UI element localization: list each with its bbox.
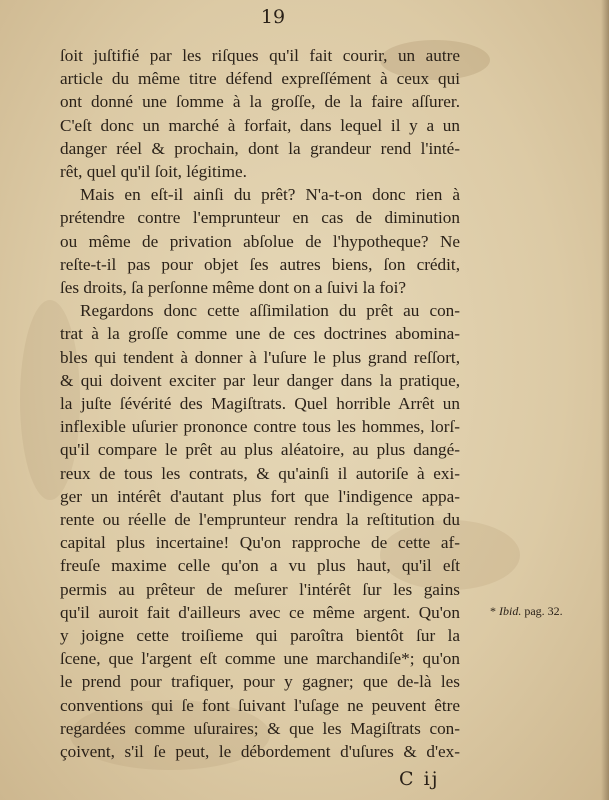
text-line: reſte-t-il pas pour objet ſes autres biens, ſon crédit, <box>60 254 460 274</box>
text-line: qu'il auroit fait d'ailleurs avec ce même argent. Qu'on <box>60 602 460 622</box>
text-line: y joigne cette troiſieme qui paroîtra bientôt ſur la <box>60 626 460 646</box>
text-line: rêt, quel qu'il ſoit, légitime. <box>60 162 247 182</box>
text-line: regardées comme uſuraires; & que les Magiſtrats con- <box>60 718 460 738</box>
text-line: Mais en eſt-il ainſi du prêt? N'a-t-on donc rien à <box>80 185 460 205</box>
signature-mark: C ij <box>399 768 440 790</box>
text-line: rente ou réelle de l'emprunteur rendra la reſtitution du <box>60 510 460 530</box>
text-line: ger un intérêt d'autant plus fort que l'indigence appa- <box>60 486 460 506</box>
text-line: & qui doivent exciter par leur danger dans la pratique, <box>60 370 460 390</box>
text-line: Regardons donc cette aſſimilation du prêt au con- <box>80 301 460 321</box>
text-line: çoivent, s'il ſe peut, le débordement d'uſures & d'ex- <box>60 742 460 762</box>
text-line: article du même titre défend expreſſément à ceux qui <box>60 69 460 89</box>
footnote-marker: * <box>490 604 496 618</box>
text-line: ont donné une ſomme à la groſſe, de la faire aſſurer. <box>60 92 460 112</box>
text-line: permis au prêteur de meſurer l'intérêt ſur les gains <box>60 579 460 599</box>
text-line: ſes droits, ſa perſonne même dont on a ſuivi la foi? <box>60 278 407 298</box>
paragraph <box>60 183 460 299</box>
text-line: conventions qui ſe font ſuivant l'uſage ne peuvent être <box>60 695 460 715</box>
text-line: ſoit juſtifié par les riſques qu'il fait courir, un autre <box>60 46 460 65</box>
text-line: la juſte ſévérité des Magiſtrats. Quel horrible Arrêt un <box>60 394 460 414</box>
text-line: ou même de privation abſolue de l'hypotheque? Ne <box>60 231 460 251</box>
text-line: prétendre contre l'emprunteur en cas de diminution <box>60 208 460 228</box>
text-line: qu'il compare le prêt au plus aléatoire, au plus dangé- <box>60 440 460 460</box>
text-line: trat à la groſſe comme une de ces doctrines abomina- <box>60 324 460 344</box>
text-line: freuſe maxime celle qu'on a vu plus haut, qu'il eſt <box>60 556 460 576</box>
body-text <box>60 44 460 763</box>
paragraph <box>60 44 460 183</box>
paragraph <box>60 299 460 763</box>
page-number: 19 <box>260 6 286 28</box>
text-line: le prend pour trafiquer, pour y gagner; que de-là les <box>60 672 460 692</box>
text-line: C'eſt donc un marché à forfait, dans lequel il y a un <box>60 115 460 135</box>
text-line: ſcene, que l'argent eſt comme une marchandiſe*; qu'on <box>60 649 460 669</box>
page-edge-shadow <box>601 0 609 800</box>
text-line: bles qui tendent à donner à l'uſure le plus grand reſſort, <box>60 347 460 367</box>
margin-footnote <box>490 604 563 619</box>
footnote-source: Ibid. <box>499 604 522 618</box>
footnote-ref: pag. 32. <box>524 604 563 618</box>
text-line: danger réel & prochain, dont la grandeur rend l'inté- <box>60 138 460 158</box>
text-line: inflexible uſurier prononce contre tous les hommes, lorſ- <box>60 417 460 437</box>
text-line: capital plus incertaine! Qu'on rapproche de cette af- <box>60 533 460 553</box>
text-line: reux de tous les contrats, & qu'ainſi il autoriſe à exi- <box>60 463 460 483</box>
